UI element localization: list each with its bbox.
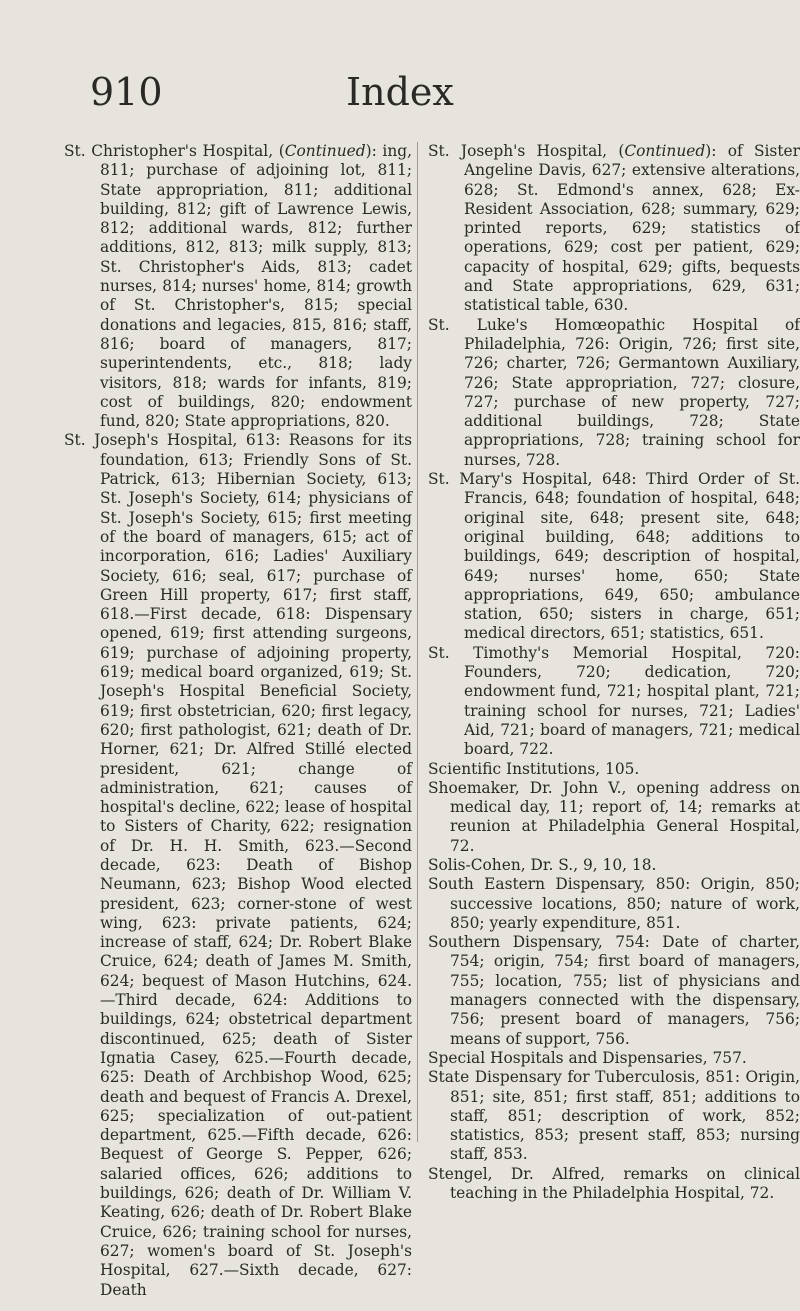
index-entry-scientific-institutions: Scientific Institutions, 105. bbox=[428, 759, 640, 778]
page-header bbox=[0, 70, 800, 130]
continued-label: Continued bbox=[284, 142, 366, 160]
index-columns bbox=[64, 142, 800, 1299]
index-entry-st-lukes-homoeopathic-hospital: St. Luke's Homœopathic Hospital of Philadelphia, 726: Origin, 726; first site, 726; charter, 726; Germantown Auxiliary, 726; State appropriation, 727; closure, 727; purchase of new property, 727; additional buildings, 728; State appropriations, 728; training school for nurses, 728. bbox=[428, 315, 800, 469]
right-column bbox=[428, 142, 800, 1203]
index-entry-st-josephs-hospital-continued bbox=[428, 142, 800, 316]
left-column bbox=[64, 142, 412, 1300]
entry-text: St. Joseph's Hospital, 613: Reasons for its foundation, 613; Friendly Sons of St. Patrick, 613; Hibernian Society, 613; St. Joseph's Society, 614; physicians of St. Joseph's Society, 615; first meeting of the board of managers, 615; act of incorporation, 616; Ladies' Auxiliary Society, 616; seal, 617; purchase of Green Hill property, 617; first staff, 618.—First decade, 618: Dispensary opened, 619; first attending surgeons, 619; purchase of adjoining property, 619; medical board organized, 619; St. Joseph's Hospital Beneficial Society, 619; first obstetrician, 620; first legacy, 620; first pathologist, 621; death of Dr. Horner, 621; Dr. Alfred Stillé elected president, 621; change of administration, 621; causes of hospital's decline, 622; lease of hospital to Sisters of Charity, 622; resignation of Dr. H. H. Smith, 623.—Second decade, 623: Death of Bishop Neumann, 623; Bishop Wood elected president, 623; corner-stone of west wing, 623: private patients, 624; increase of staff, 624; Dr. Robert Blake Cruice, 624; death of James M. Smith, 624; bequest of Mason Hutchins, 624.—Third decade, 624: Additions to buildings, 624; obstetrical department discontinued, 625; death of Sister Ignatia Casey, 625.—Fourth decade, 625: Death of Archbishop Wood, 625; death and bequest of Francis A. Drexel, 625; specialization of out-patient department, 625.—Fifth decade, 626: Bequest of George S. Pepper, 626; salaried offices, 626; additions to buildings, 626; death of Dr. William V. Keating, 626; death of Dr. Robert Blake Cruice, 626; training school for nurses, 627; women's board of St. Joseph's Hospital, 627.—Sixth decade, 627: Death bbox=[64, 431, 412, 1299]
entry-body: ): ing, 811; purchase of adjoining lot, 811; State appropriation, 811; additional building, 812; gift of Lawrence Lewis, 812; additional wards, 812; further additions, 812, 813; milk supply, 813; St. Christopher's Aids, 813; cadet nurses, 814; nurses' home, 814; growth of St. Christopher's, 815; special donations and legacies, 815, 816; staff, 816; board of managers, 817; superintendents, etc., 818; lady visitors, 818; wards for infants, 819; cost of buildings, 820; endowment fund, 820; State appropriations, 820. bbox=[100, 142, 412, 431]
entry-head: St. Christopher's Hospital, ( bbox=[64, 142, 285, 160]
page-number: 910 bbox=[90, 70, 163, 114]
entry-body: ): of Sister Angeline Davis, 627; extensive alterations, 628; St. Edmond's annex, 628; Ex-Resident Association, 628; summary, 629; printed reports, 629; statistics of operations, 629; cost per patient, 629; capacity of hospital, 629; gifts, bequests and State appropriations, 629, 631; statistical table, 630. bbox=[464, 142, 800, 315]
entry-head: St. Joseph's Hospital, ( bbox=[428, 142, 625, 160]
page-title: Index bbox=[346, 70, 454, 114]
index-entry-st-josephs-hospital bbox=[64, 431, 412, 1299]
column-divider bbox=[417, 142, 418, 1142]
index-entry-st-timothys-memorial-hospital: St. Timothy's Memorial Hospital, 720: Founders, 720; dedication, 720; endowment fund, 721; hospital plant, 721; training school for nurses, 721; Ladies' Aid, 721; board of managers, 721; medical board, 722. bbox=[428, 643, 800, 759]
index-entry-st-marys-hospital: St. Mary's Hospital, 648: Third Order of St. Francis, 648; foundation of hospital, 648; original site, 648; present site, 648; original building, 648; additions to buildings, 649; description of hospital, 649; nurses' home, 650; State appropriations, 649, 650; ambulance station, 650; sisters in charge, 651; medical directors, 651; statistics, 651. bbox=[428, 470, 800, 643]
index-entry-stengel: Stengel, Dr. Alfred, remarks on clinical teaching in the Philadelphia Hospital, 72. bbox=[428, 1164, 800, 1203]
index-entry-special-hospitals: Special Hospitals and Dispensaries, 757. bbox=[428, 1048, 747, 1067]
index-entry-southern-dispensary: Southern Dispensary, 754: Date of charter, 754; origin, 754; first board of managers, 755; location, 755; list of physicians and managers connected with the dispensary, 756; present board of managers, 756; means of support, 756. bbox=[428, 933, 800, 1048]
index-entry-solis-cohen: Solis-Cohen, Dr. S., 9, 10, 18. bbox=[428, 855, 657, 874]
index-entry-shoemaker: Shoemaker, Dr. John V., opening address on medical day, 11; report of, 14; remarks at reunion at Philadelphia General Hospital, 72. bbox=[428, 778, 800, 855]
index-entry-south-eastern-dispensary: South Eastern Dispensary, 850: Origin, 850; successive locations, 850; nature of work, 850; yearly expenditure, 851. bbox=[428, 875, 800, 932]
index-entry-state-dispensary-tuberculosis: State Dispensary for Tuberculosis, 851: Origin, 851; site, 851; first staff, 851; additions to staff, 851; description of work, 852; statistics, 853; present staff, 853; nursing staff, 853. bbox=[428, 1068, 800, 1164]
index-entry-st-christophers-hospital bbox=[64, 142, 412, 431]
continued-label: Continued bbox=[624, 142, 706, 160]
